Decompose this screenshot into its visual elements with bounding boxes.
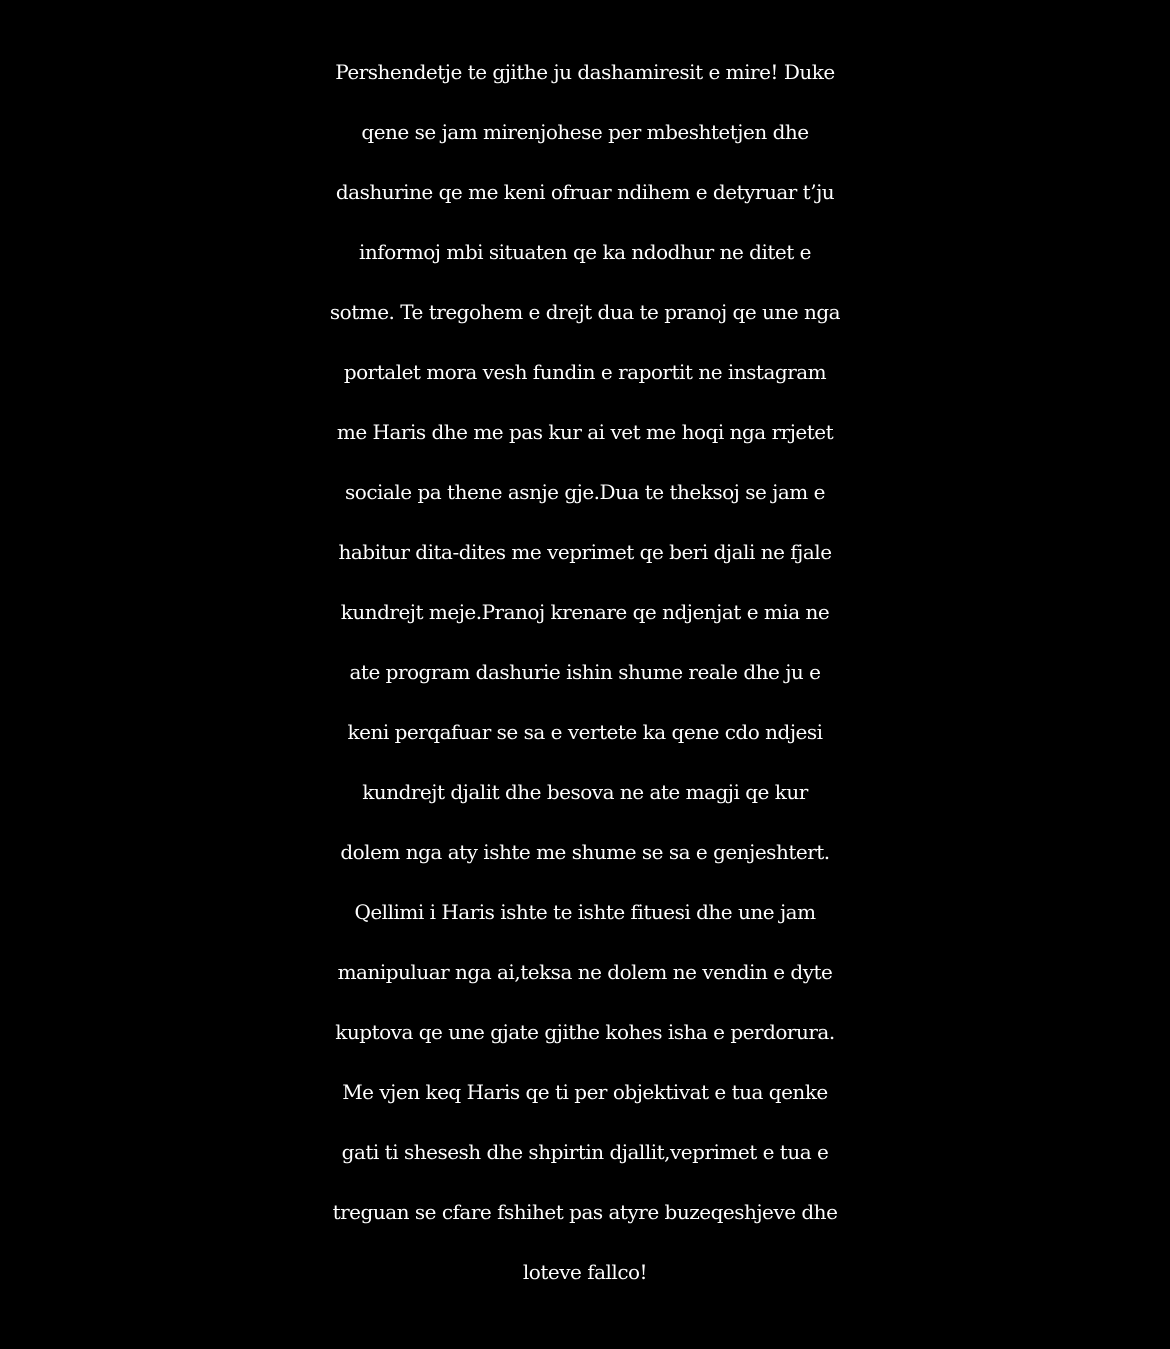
story-line: treguan se cfare fshihet pas atyre buzeqeshjeve dhe — [332, 1200, 838, 1224]
story-line: ate program dashurie ishin shume reale dhe ju e — [349, 660, 821, 684]
story-line: sociale pa thene asnje gje.Dua te theksoj se jam e — [345, 480, 825, 504]
story-line: gati ti shesesh dhe shpirtin djallit,veprimet e tua e — [341, 1140, 829, 1164]
story-line: dashurine qe me keni ofruar ndihem e detyruar t’ju — [335, 180, 835, 204]
story-line: keni perqafuar se sa e vertete ka qene cdo ndjesi — [347, 720, 823, 744]
story-line: informoj mbi situaten qe ka ndodhur ne ditet e — [359, 240, 811, 264]
story-line: portalet mora vesh fundin e raportit ne instagram — [343, 360, 827, 384]
story-line: kundrejt djalit dhe besova ne ate magji qe kur — [362, 780, 808, 804]
story-line: Qellimi i Haris ishte te ishte fituesi dhe une jam — [354, 900, 816, 924]
story-line: kundrejt meje.Pranoj krenare qe ndjenjat e mia ne — [340, 600, 830, 624]
story-line: kuptova qe une gjate gjithe kohes isha e perdorura. — [335, 1020, 835, 1044]
story-line: dolem nga aty ishte me shume se sa e genjeshtert. — [340, 840, 830, 864]
story-line: me Haris dhe me pas kur ai vet me hoqi nga rrjetet — [336, 420, 834, 444]
story-line: Me vjen keq Haris qe ti per objektivat e tua qenke — [342, 1080, 828, 1104]
story-line: Pershendetje te gjithe ju dashamiresit e mire! Duke — [335, 60, 835, 84]
story-line: sotme. Te tregohem e drejt dua te pranoj qe une nga — [329, 300, 841, 324]
story-line: loteve fallco! — [522, 1260, 648, 1284]
story-line: habitur dita-dites me veprimet qe beri djali ne fjale — [338, 540, 832, 564]
story-message — [0, 42, 1170, 1302]
story-line: manipuluar nga ai,teksa ne dolem ne vendin e dyte — [337, 960, 833, 984]
story-line: qene se jam mirenjohese per mbeshtetjen dhe — [361, 120, 809, 144]
